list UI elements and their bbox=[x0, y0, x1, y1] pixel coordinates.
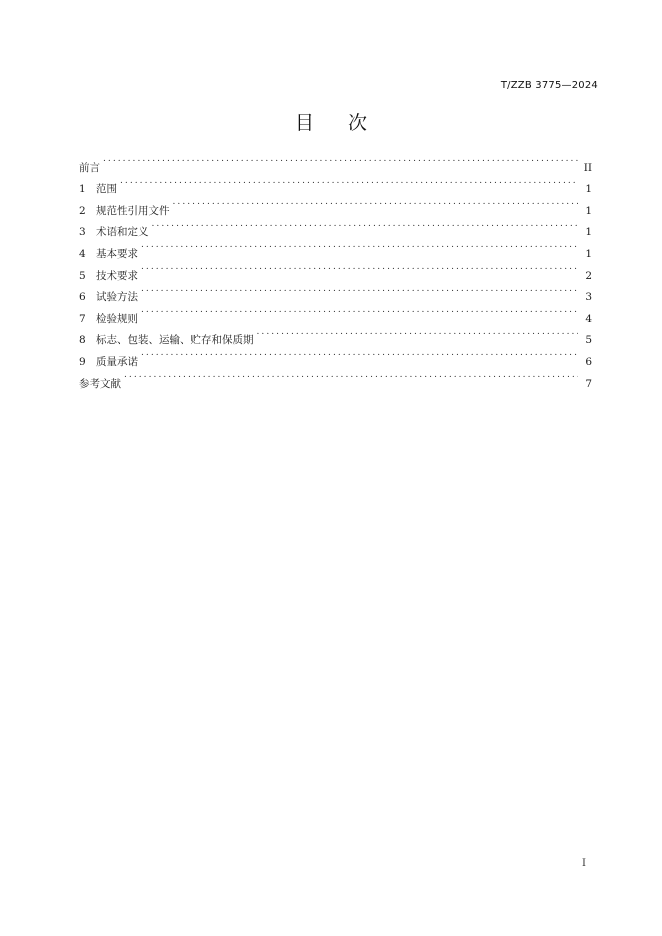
toc-entry-label: 前言 bbox=[79, 161, 100, 174]
toc-entry-marking-packaging[interactable] bbox=[79, 322, 592, 347]
toc-entry-number: 9 bbox=[79, 355, 86, 368]
toc-entry-page: 6 bbox=[585, 355, 592, 368]
toc-entry-scope[interactable] bbox=[79, 171, 592, 196]
toc-leader-dots bbox=[141, 235, 578, 257]
toc-leader-dots bbox=[103, 149, 578, 171]
toc-entry-quality-commitment[interactable] bbox=[79, 343, 592, 368]
toc-leader-dots bbox=[141, 279, 578, 301]
toc-entry-label: 标志、包装、运输、贮存和保质期 bbox=[96, 334, 254, 347]
toc-entry-page: 5 bbox=[585, 334, 592, 347]
standard-code: T/ZZB 3775—2024 bbox=[500, 80, 598, 91]
toc-leader-dots bbox=[141, 300, 578, 322]
toc-leader-dots bbox=[173, 192, 579, 214]
toc-entry-page: II bbox=[583, 161, 592, 174]
toc-entry-page: 1 bbox=[585, 247, 592, 260]
toc-leader-dots bbox=[141, 257, 578, 279]
toc-leader-dots bbox=[257, 322, 579, 344]
toc-entry-terms-definitions[interactable] bbox=[79, 214, 592, 239]
table-of-contents bbox=[79, 149, 592, 390]
toc-leader-dots bbox=[152, 214, 579, 236]
toc-entry-normative-references[interactable] bbox=[79, 192, 592, 217]
toc-leader-dots bbox=[120, 171, 578, 193]
toc-entry-foreword[interactable] bbox=[79, 149, 592, 174]
toc-entry-number: 6 bbox=[79, 291, 86, 304]
footer-page-number: I bbox=[582, 858, 586, 869]
toc-entry-label: 技术要求 bbox=[96, 269, 138, 282]
page-title: 目 次 bbox=[294, 112, 382, 134]
toc-entry-technical-requirements[interactable] bbox=[79, 257, 592, 282]
toc-entry-label: 参考文献 bbox=[79, 377, 121, 390]
toc-entry-number: 8 bbox=[79, 334, 86, 347]
toc-entry-page: 1 bbox=[585, 226, 592, 239]
toc-entry-label: 检验规则 bbox=[96, 312, 138, 325]
toc-entry-page: 7 bbox=[585, 377, 592, 390]
toc-entry-number: 2 bbox=[79, 204, 86, 217]
toc-entry-number: 1 bbox=[79, 183, 86, 196]
toc-entry-page: 4 bbox=[585, 312, 592, 325]
toc-entry-test-methods[interactable] bbox=[79, 279, 592, 304]
toc-entry-page: 1 bbox=[585, 183, 592, 196]
toc-entry-label: 术语和定义 bbox=[96, 226, 149, 239]
toc-leader-dots bbox=[141, 343, 578, 365]
toc-entry-page: 2 bbox=[585, 269, 592, 282]
toc-entry-number: 5 bbox=[79, 269, 86, 282]
toc-entry-label: 试验方法 bbox=[96, 291, 138, 304]
toc-entry-label: 基本要求 bbox=[96, 247, 138, 260]
toc-leader-dots bbox=[124, 365, 578, 387]
toc-entry-label: 范围 bbox=[96, 183, 117, 196]
toc-entry-label: 质量承诺 bbox=[96, 355, 138, 368]
toc-entry-page: 1 bbox=[585, 204, 592, 217]
toc-entry-label: 规范性引用文件 bbox=[96, 204, 170, 217]
toc-entry-inspection-rules[interactable] bbox=[79, 300, 592, 325]
toc-entry-page: 3 bbox=[585, 291, 592, 304]
toc-entry-bibliography[interactable] bbox=[79, 365, 592, 390]
toc-entry-number: 7 bbox=[79, 312, 86, 325]
toc-entry-basic-requirements[interactable] bbox=[79, 235, 592, 260]
toc-entry-number: 4 bbox=[79, 247, 86, 260]
toc-entry-number: 3 bbox=[79, 226, 86, 239]
